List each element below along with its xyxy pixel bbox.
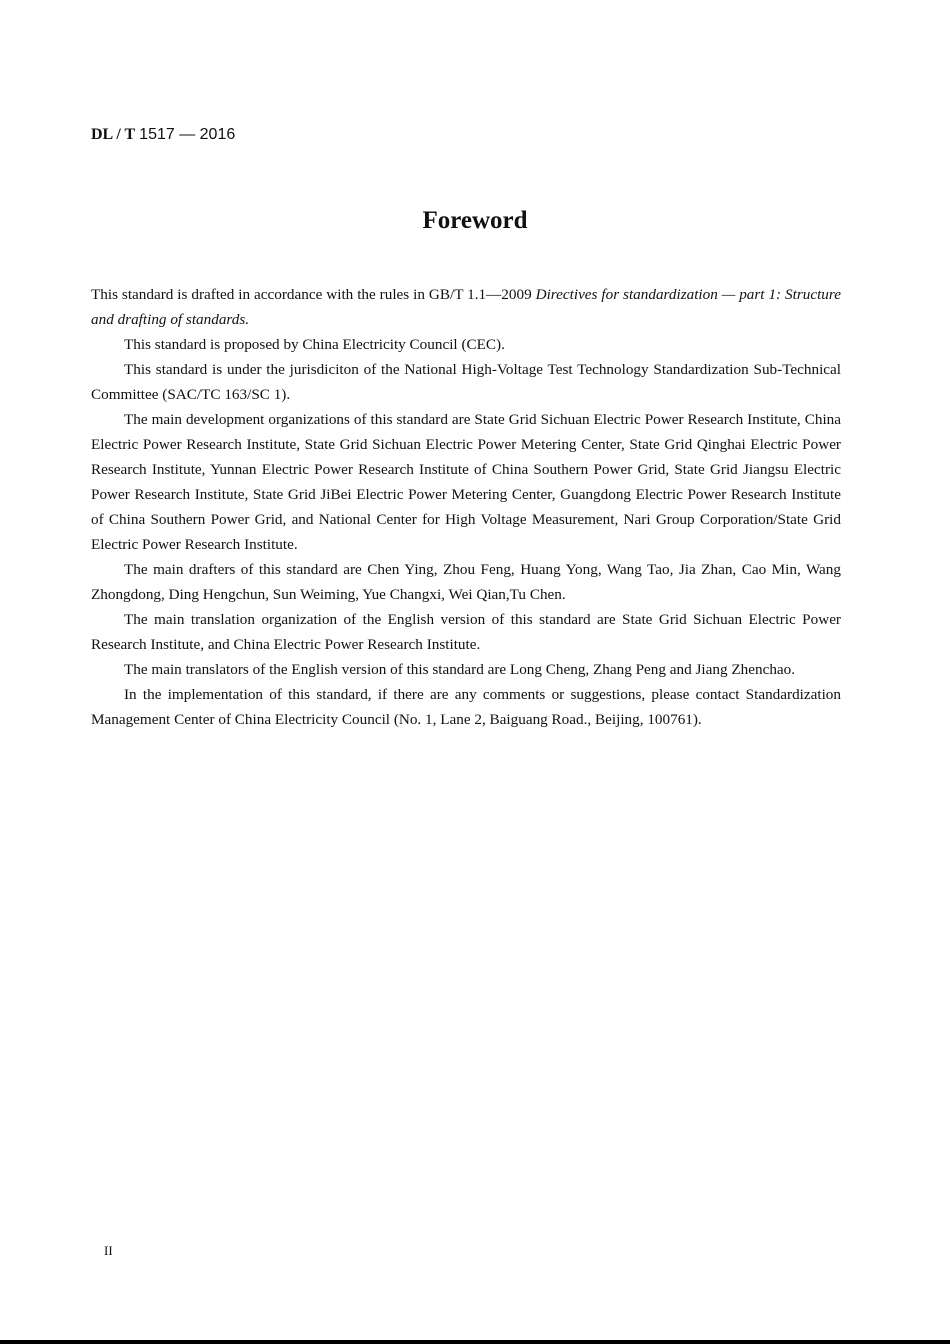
paragraph-proposed-by: This standard is proposed by China Electricity Council (CEC). — [124, 336, 505, 353]
standard-code-header — [91, 125, 235, 145]
paragraph-development-organizations: The main development organizations of this standard are State Grid Sichuan Electric Power Research Institute, China Electric Power Research Institute, State Grid Sichuan Electric Power Metering Center, State Grid Qinghai Electric Power Research Institute, Yunnan Electric Power Research Institute of China Southern Power Grid, State Grid Jiangsu Electric Power Research Institute, State Grid JiBei Electric Power Metering Center, Guangdong Electric Power Research Institute of China Southern Power Grid, and National Center for High Voltage Measurement, Nari Group Corporation/State Grid Electric Power Research Institute. — [91, 411, 841, 553]
paragraph-drafters: The main drafters of this standard are Chen Ying, Zhou Feng, Huang Yong, Wang Tao, Jia Zhan, Cao Min, Wang Zhongdong, Ding Hengchun, Sun Weiming, Yue Changxi, Wei Qian,Tu Chen. — [91, 561, 841, 603]
page-title: Foreword — [422, 207, 528, 234]
paragraph-contact: In the implementation of this standard, if there are any comments or suggestions, please contact Standardization Management Center of China Electricity Council (No. 1, Lane 2, Baiguang Road., Beijing, 100761). — [91, 686, 841, 728]
paragraph-jurisdiction: This standard is under the jurisdiciton of the National High-Voltage Test Technology Standardization Sub-Technical Committee (SAC/TC 163/SC 1). — [91, 361, 841, 403]
foreword-body — [91, 282, 841, 732]
paragraph-drafting-rules-text: This standard is drafted in accordance with the rules in GB/T 1.1—2009 — [91, 286, 536, 303]
paragraph-translators: The main translators of the English version of this standard are Long Cheng, Zhang Peng and Jiang Zhenchao. — [124, 661, 796, 678]
standard-code-number: 1517 — 2016 — [139, 126, 236, 143]
standard-code-prefix: DL / T — [91, 126, 136, 143]
paragraph-drafting-rules-italic: Directives for standardization — part 1: Structure and drafting of standards. — [91, 286, 841, 328]
page-bottom-border — [0, 1340, 950, 1344]
page-number: II — [104, 1243, 113, 1258]
paragraph-drafting-rules — [91, 282, 841, 332]
paragraph-translation-organization: The main translation organization of the English version of this standard are State Grid Sichuan Electric Power Research Institute, and China Electric Power Research Institute. — [91, 611, 841, 653]
